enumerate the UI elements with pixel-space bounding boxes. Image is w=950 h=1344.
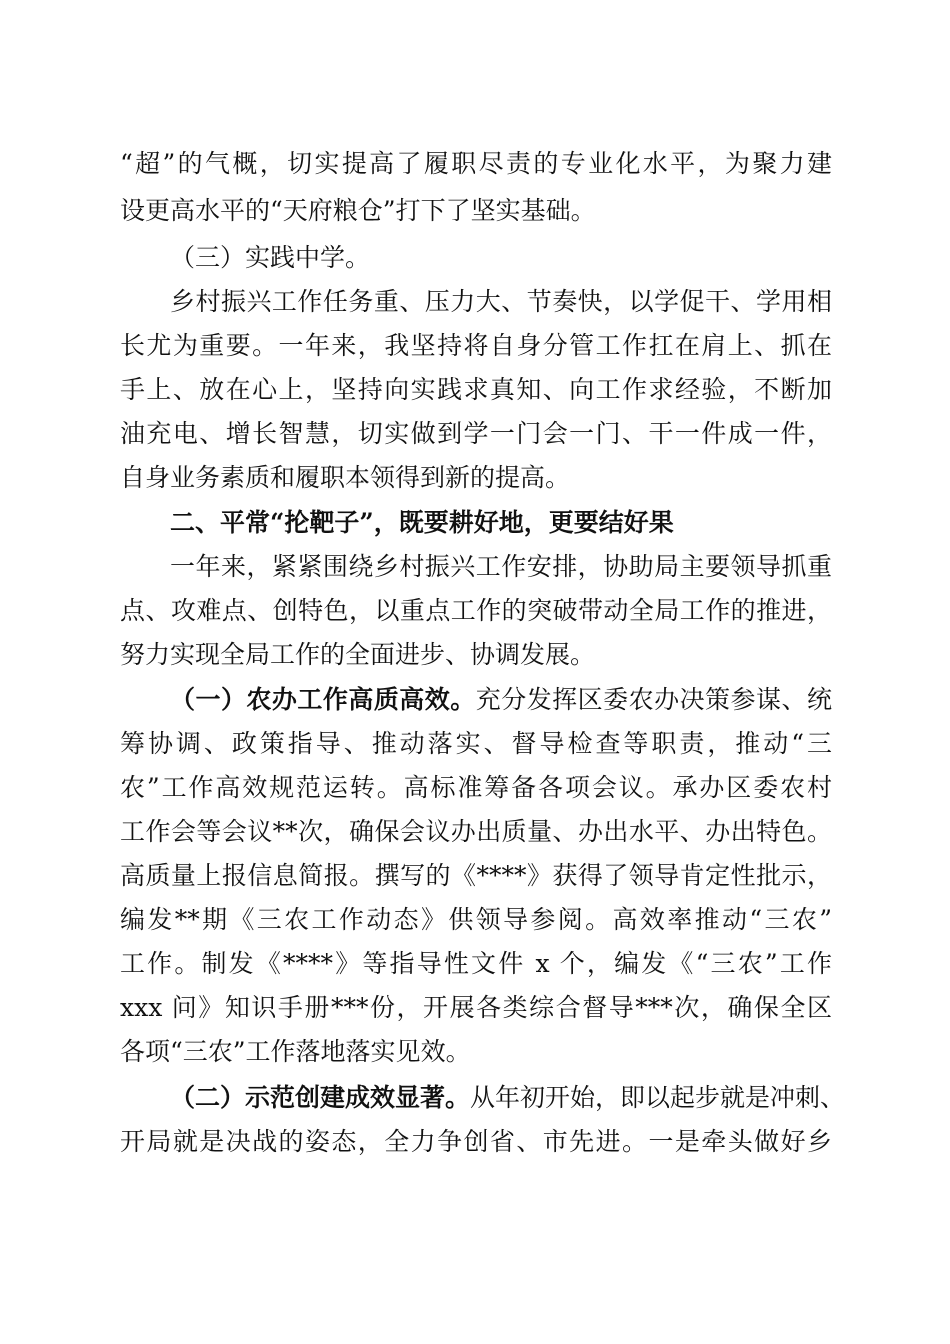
inline-heading: （一）农办工作高质高效。 — [170, 685, 476, 714]
text-line: 高质量上报信息简报。撰写的《****》获得了领导肯定性批示， — [120, 861, 832, 890]
text-line: 工作会等会议**次，确保会议办出质量、办出水平、办出特色。 — [120, 817, 832, 846]
text-line: 编发**期《三农工作动态》供领导参阅。高效率推动“三农” — [120, 905, 832, 934]
text-line: 乡村振兴工作任务重、压力大、节奏快，以学促干、学用相 — [170, 287, 832, 316]
text-line: xxx 问》知识手册***份，开展各类综合督导***次，确保全区 — [120, 993, 832, 1022]
text-line: 点、攻难点、创特色，以重点工作的突破带动全局工作的推进， — [120, 596, 832, 625]
text-line — [170, 680, 832, 720]
text-line: 油充电、增长智慧，切实做到学一门会一门、干一件成一件， — [120, 419, 832, 448]
text-line: 工作。制发《****》等指导性文件 x 个，编发《“三农”工作 — [120, 949, 832, 978]
text-line: 筹协调、政策指导、推动落实、督导检查等职责，推动“三 — [120, 729, 832, 758]
text-line: 各项“三农”工作落地落实见效。 — [120, 1037, 471, 1066]
text-line: 自身业务素质和履职本领得到新的提高。 — [120, 463, 571, 492]
text-line: 一年来，紧紧围绕乡村振兴工作安排，协助局主要领导抓重 — [170, 552, 832, 581]
text-line: 设更高水平的“天府粮仓”打下了坚实基础。 — [120, 196, 596, 225]
inline-text: 从年初开始，即以起步就是冲刺、 — [470, 1083, 846, 1112]
text-line: 手上、放在心上，坚持向实践求真知、向工作求经验，不断加 — [120, 375, 832, 404]
subheading-practice: （三）实践中学。 — [170, 243, 371, 272]
text-line: 农”工作高效规范运转。高标准筹备各项会议。承办区委农村 — [120, 773, 832, 802]
inline-heading: （二）示范创建成效显著。 — [170, 1083, 471, 1112]
text-line: “超”的气概，切实提高了履职尽责的专业化水平，为聚力建 — [120, 149, 832, 178]
text-line — [170, 1078, 846, 1118]
text-line: 努力实现全局工作的全面进步、协调发展。 — [120, 640, 596, 669]
text-line: 开局就是决战的姿态，全力争创省、市先进。一是牵头做好乡 — [120, 1127, 832, 1156]
section-heading: 二、平常“抡靶子”，既要耕好地，更要结好果 — [170, 508, 674, 537]
text-line: 长尤为重要。一年来，我坚持将自身分管工作扛在肩上、抓在 — [120, 331, 832, 360]
inline-text: 充分发挥区委农办决策参谋、统 — [475, 685, 832, 714]
